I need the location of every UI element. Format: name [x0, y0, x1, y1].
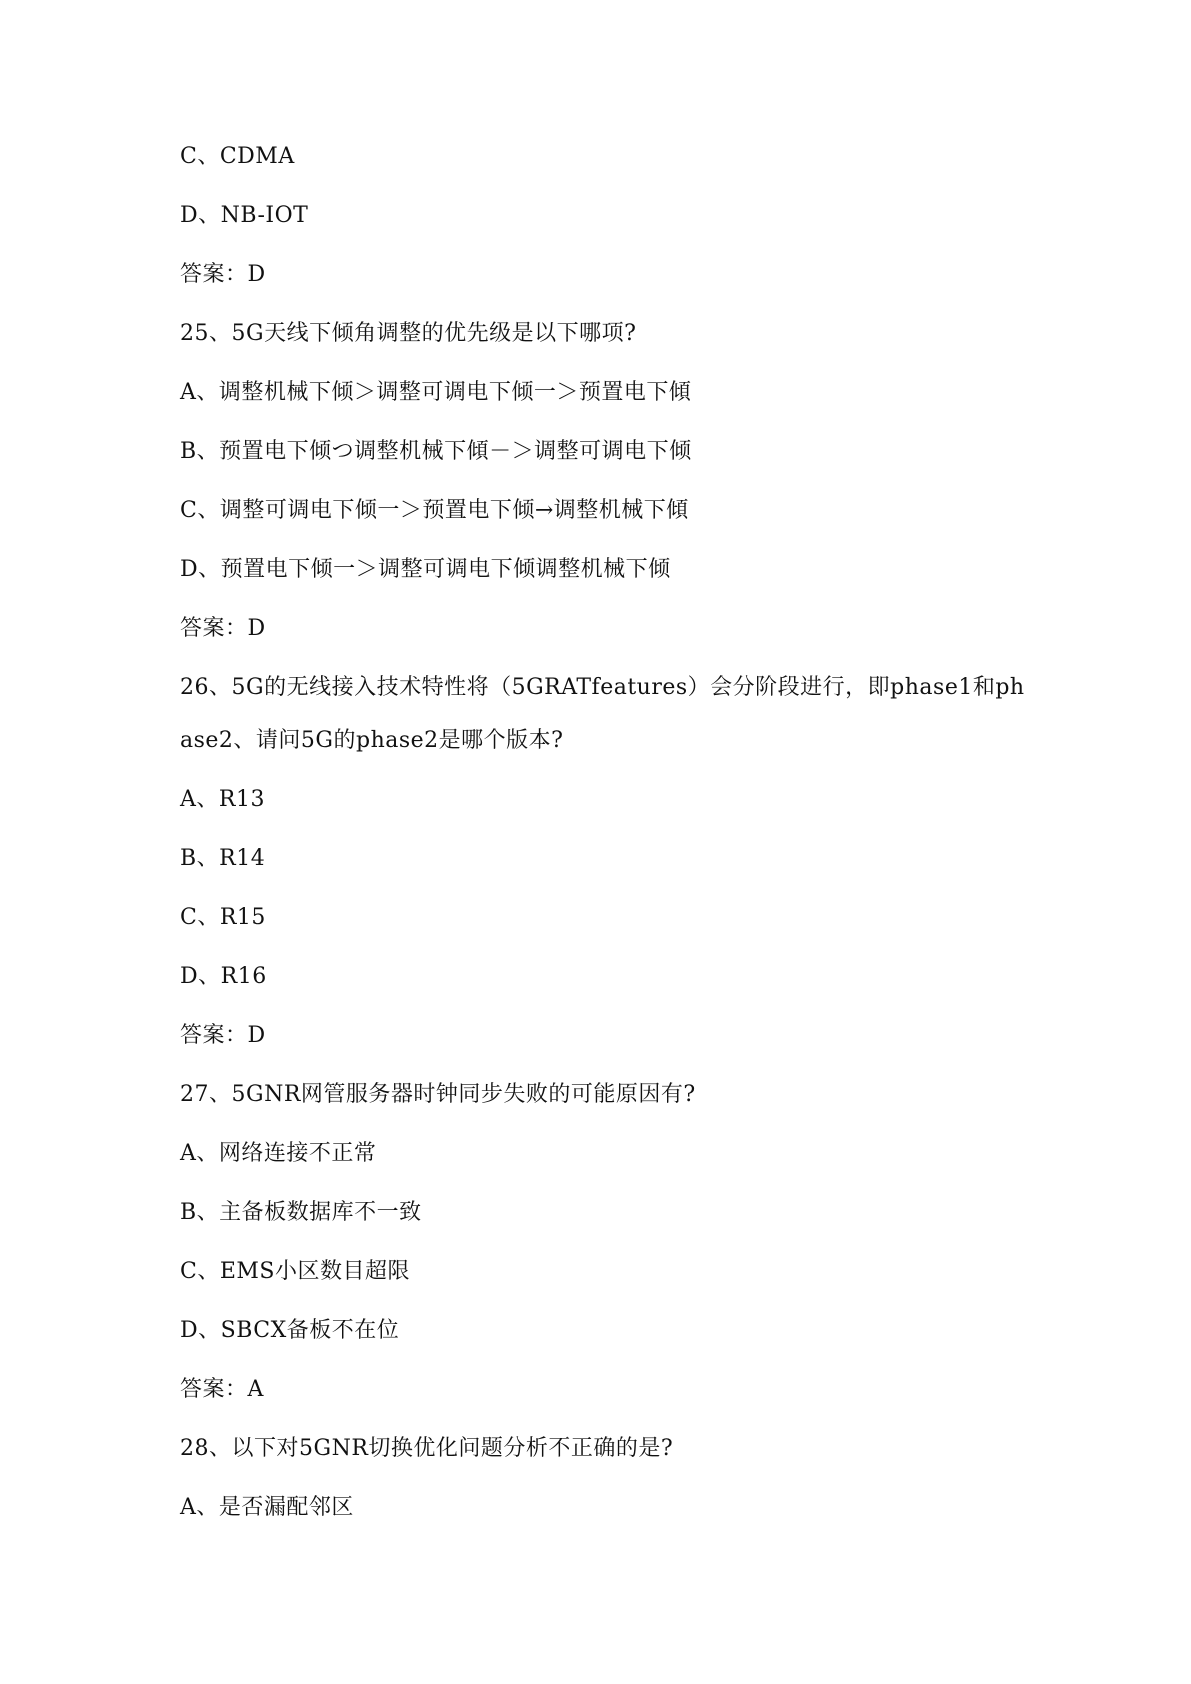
- option-a-q26: A、R13: [180, 787, 265, 812]
- option-a-q27: A、网络连接不正常: [180, 1141, 377, 1166]
- answer-q27: 答案：A: [180, 1377, 264, 1402]
- option-b-q27: B、主备板数据库不一致: [180, 1200, 422, 1225]
- option-d-q24: D、NB-IOT: [180, 203, 309, 228]
- answer-q26: 答案：D: [180, 1023, 266, 1048]
- answer-q25: 答案：D: [180, 616, 266, 641]
- question-27: 27、5GNR网管服务器时钟同步失败的可能原因有?: [180, 1082, 696, 1107]
- question-26-line-2: ase2、请问5G的phase2是哪个版本?: [180, 728, 564, 753]
- option-c-q25: C、调整可调电下倾一＞预置电下倾→调整机械下傾: [180, 498, 689, 523]
- option-a-q28: A、是否漏配邻区: [180, 1495, 354, 1520]
- option-b-q26: B、R14: [180, 846, 266, 871]
- option-d-q27: D、SBCX备板不在位: [180, 1318, 400, 1343]
- option-c-q26: C、R15: [180, 905, 266, 930]
- option-b-q25: B、预置电下倾つ调整机械下傾－＞调整可调电下倾: [180, 439, 692, 464]
- option-d-q26: D、R16: [180, 964, 267, 989]
- option-c-q27: C、EMS小区数目超限: [180, 1259, 410, 1284]
- option-c-q24: C、CDMA: [180, 144, 295, 169]
- question-26-line-1: 26、5G的无线接入技术特性将（5GRATfeatures）会分阶段进行，即phase1和ph: [180, 675, 1025, 700]
- option-a-q25: A、调整机械下倾＞调整可调电下倾一＞预置电下傾: [180, 380, 692, 405]
- answer-q24: 答案：D: [180, 262, 266, 287]
- option-d-q25: D、预置电下倾一＞调整可调电下倾调整机械下倾: [180, 557, 671, 582]
- question-28: 28、以下对5GNR切换优化问题分析不正确的是?: [180, 1436, 674, 1461]
- question-25: 25、5G天线下倾角调整的优先级是以下哪项?: [180, 321, 637, 346]
